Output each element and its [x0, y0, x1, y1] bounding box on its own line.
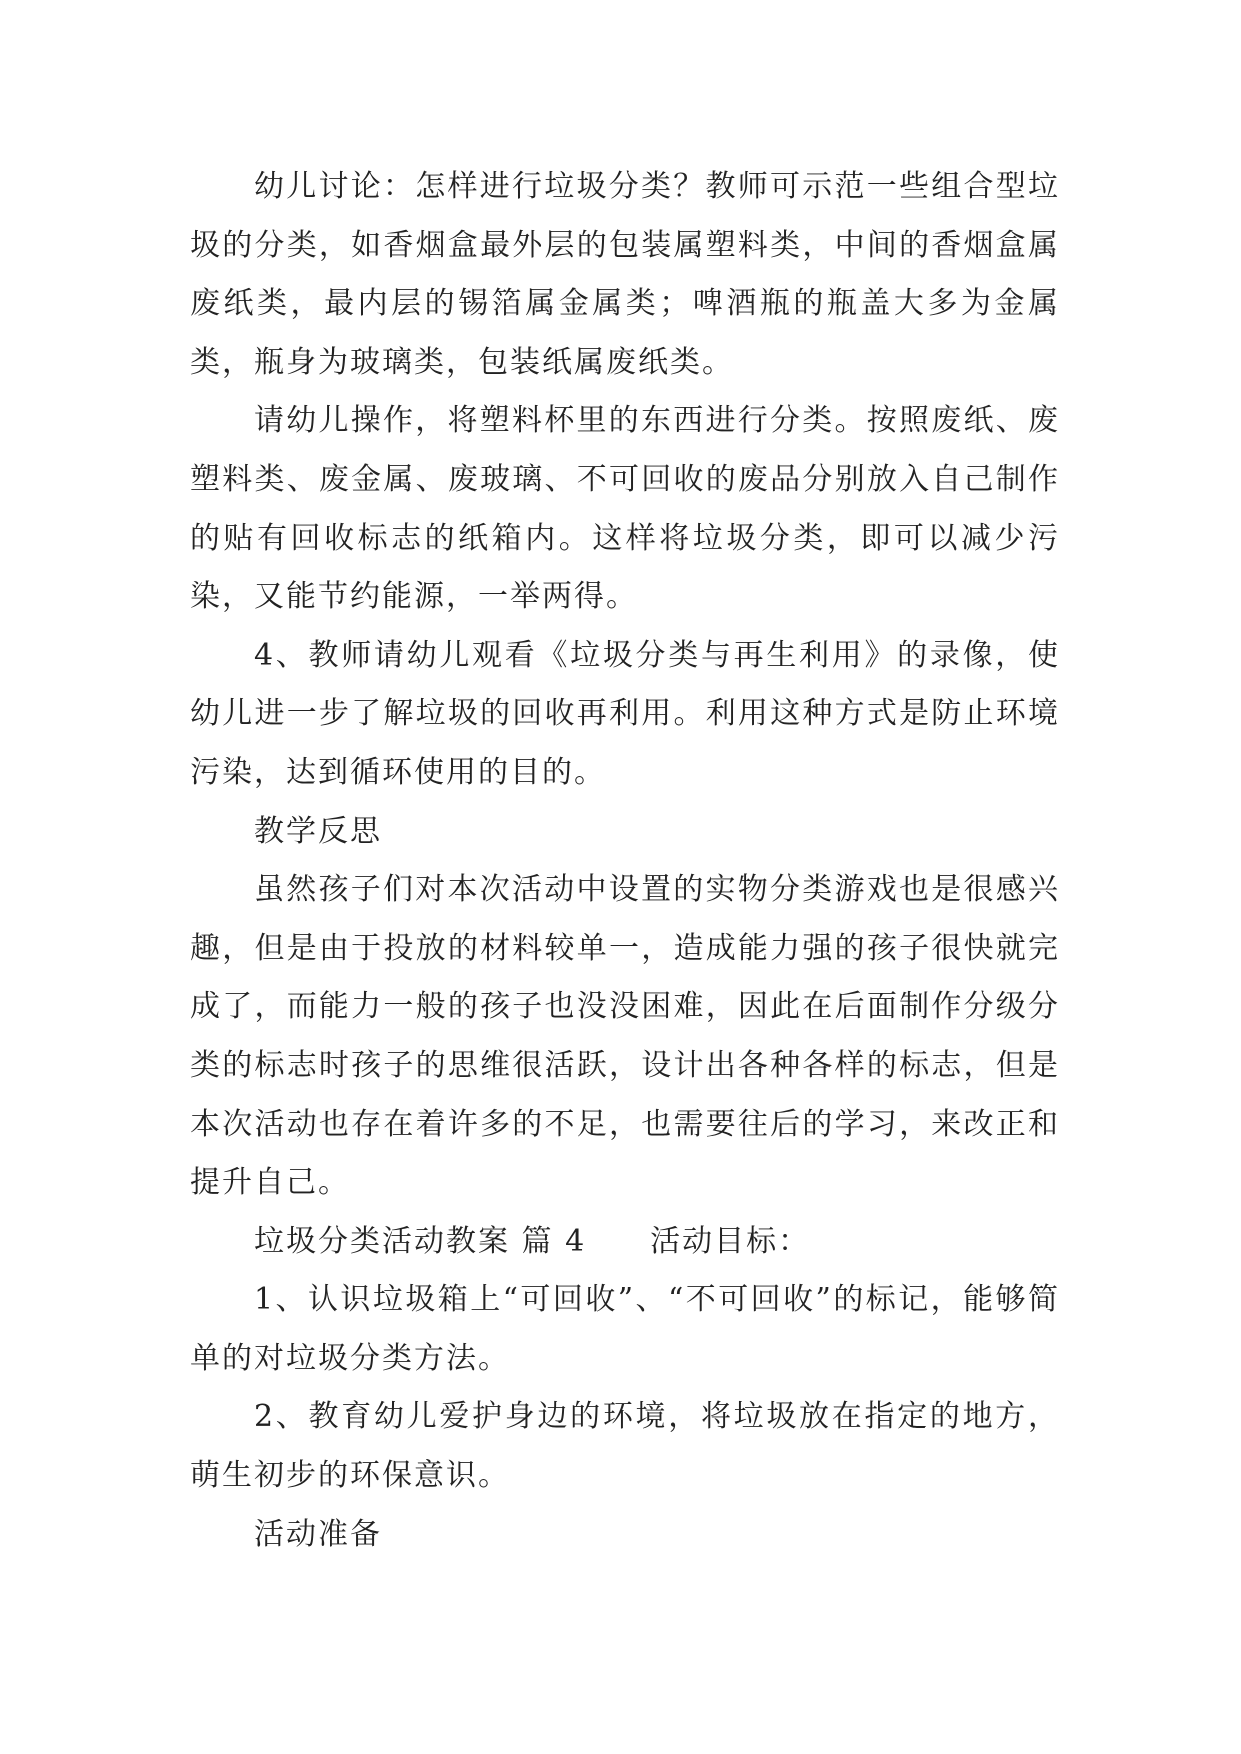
paragraph-reflection: 虽然孩子们对本次活动中设置的实物分类游戏也是很感兴趣，但是由于投放的材料较单一，造成能力强的孩子很快就完成了，而能力一般的孩子也没没困难，因此在后面制作分级分类的标志时孩子的思维很活跃，设计出各种各样的标志，但是本次活动也存在着许多的不足，也需要往后的学习，来改正和提升自己。 — [190, 872, 1060, 1201]
section-subtitle: 活动目标： — [650, 1223, 811, 1259]
goal-item-2: 2、教育幼儿爱护身边的环境，将垃圾放在指定的地方，萌生初步的环保意识。 — [190, 1399, 1060, 1494]
heading-teaching-reflection: 教学反思 — [254, 813, 382, 849]
paragraph-video-step: 4、教师请幼儿观看《垃圾分类与再生利用》的录像，使幼儿进一步了解垃圾的回收再利用。利用这种方式是防止环境污染，达到循环使用的目的。 — [190, 637, 1060, 790]
section-title: 垃圾分类活动教案 篇 4 — [254, 1223, 587, 1259]
paragraph-sorting-discussion: 幼儿讨论：怎样进行垃圾分类？教师可示范一些组合型垃圾的分类，如香烟盒最外层的包装属塑料类，中间的香烟盒属废纸类，最内层的锡箔属金属类；啤酒瓶的瓶盖大多为金属类，瓶身为玻璃类，包装纸属废纸类。 — [190, 169, 1060, 380]
section-heading — [190, 1213, 1060, 1272]
document-page — [190, 158, 1060, 1564]
goal-item-1: 1、认识垃圾箱上“可回收”、“不可回收”的标记，能够简单的对垃圾分类方法。 — [190, 1282, 1060, 1376]
heading-activity-preparation: 活动准备 — [254, 1516, 382, 1552]
paragraph-children-operation: 请幼儿操作，将塑料杯里的东西进行分类。按照废纸、废塑料类、废金属、废玻璃、不可回收的废品分别放入自己制作的贴有回收标志的纸箱内。这样将垃圾分类，即可以减少污染，又能节约能源，一举两得。 — [190, 403, 1060, 615]
